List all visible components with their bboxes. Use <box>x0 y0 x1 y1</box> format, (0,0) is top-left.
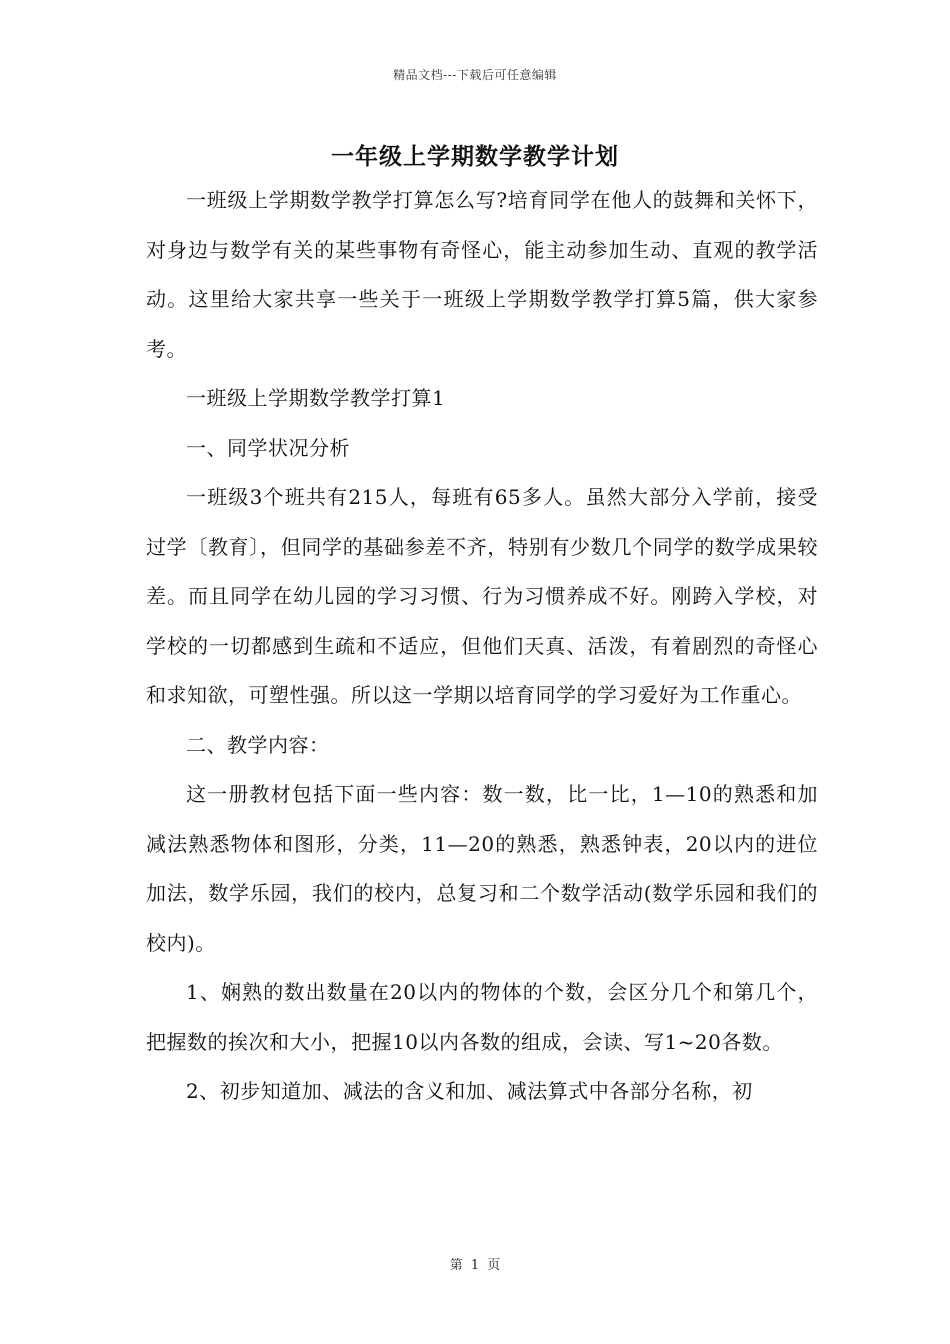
paragraph-teaching-content: 这一册教材包括下面一些内容：数一数，比一比，1—10的熟悉和加减法熟悉物体和图形，分类，11—20的熟悉，熟悉钟表，20以内的进位加法，数学乐园，我们的校内，总复习和二个数学活动(数学乐园和我们的校内)。 <box>146 782 818 955</box>
page-number: 第 1 页 <box>449 1258 501 1273</box>
paragraph-plan-heading: 一班级上学期数学教学打算1 <box>186 386 446 410</box>
paragraph-student-analysis: 一班级3个班共有215人，每班有65多人。虽然大部分入学前，接受过学〔教育〕，但同学的基础参差不齐，特别有少数几个同学的数学成果较差。而且同学在幼儿园的学习习惯、行为习惯养成不好。刚跨入学校，对学校的一切都感到生疏和不适应，但他们天真、活泼，有着剧烈的奇怪心和求知欲，可塑性强。所以这一学期以培育同学的学习爱好为工作重心。 <box>146 485 818 707</box>
paragraph-item-1: 1、娴熟的数出数量在20以内的物体的个数，会区分几个和第几个，把握数的挨次和大小，把握10以内各数的组成，会读、写1~20各数。 <box>146 980 818 1054</box>
document-body <box>146 176 818 1117</box>
paragraph-section-2-heading: 二、教学内容： <box>186 732 330 757</box>
paragraph-intro: 一班级上学期数学教学打算怎么写?培育同学在他人的鼓舞和关怀下，对身边与数学有关的某些事物有奇怪心，能主动参加生动、直观的教学活动。这里给大家共享一些关于一班级上学期数学教学打算5篇，供大家参考。 <box>146 188 818 361</box>
header-note: 精品文档---下载后可任意编辑 <box>393 68 557 82</box>
paragraph-item-2: 2、初步知道加、减法的含义和加、减法算式中各部分名称，初 <box>186 1079 753 1103</box>
document-title: 一年级上学期数学教学计划 <box>331 143 619 170</box>
paragraph-section-1-heading: 一、同学状况分析 <box>186 435 350 460</box>
